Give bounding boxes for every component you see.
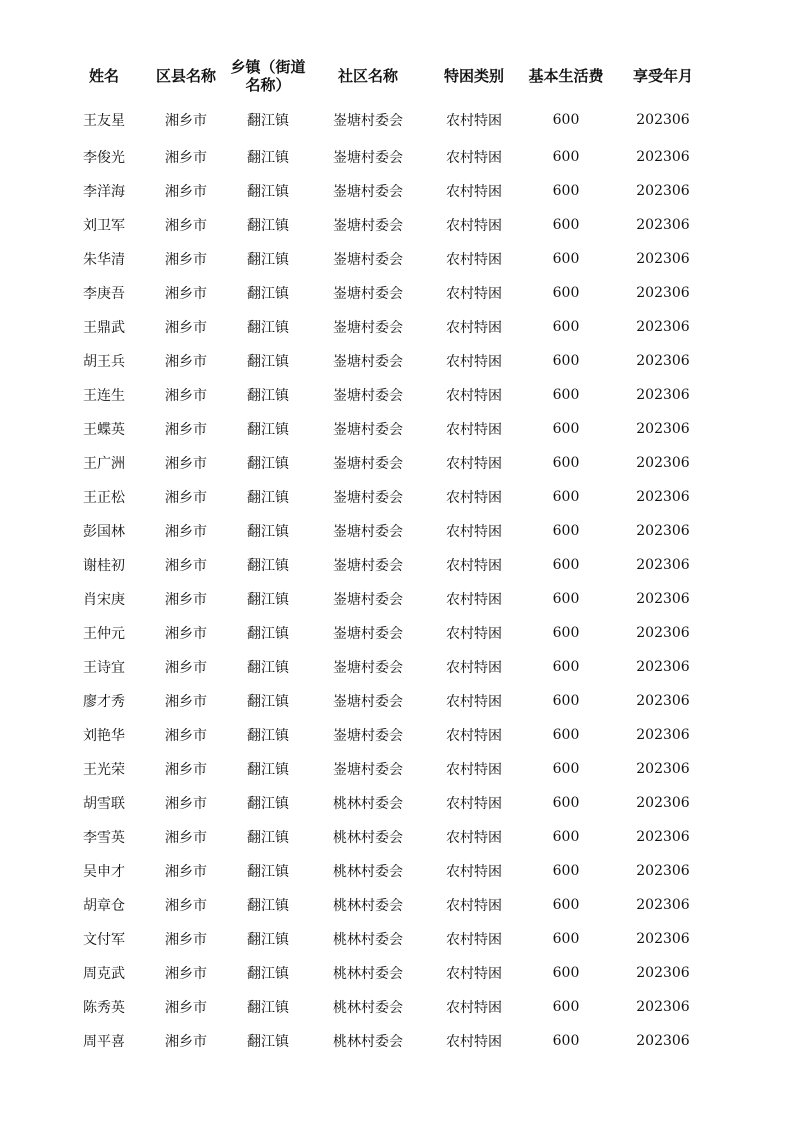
table-row bbox=[64, 514, 714, 548]
cell-type: 农村特困 bbox=[446, 966, 502, 982]
cell-county: 湘乡市 bbox=[165, 898, 207, 914]
table-row bbox=[64, 752, 714, 786]
cell-town: 翻江镇 bbox=[247, 660, 289, 676]
table-header bbox=[64, 52, 714, 100]
cell-month: 202306 bbox=[636, 557, 690, 573]
cell-county: 湘乡市 bbox=[165, 592, 207, 608]
cell-month: 202306 bbox=[636, 761, 690, 777]
table-row bbox=[64, 650, 714, 684]
cell-county: 湘乡市 bbox=[165, 354, 207, 370]
cell-town: 翻江镇 bbox=[247, 1034, 289, 1050]
cell-county: 湘乡市 bbox=[165, 830, 207, 846]
cell-name: 王蝶英 bbox=[83, 422, 125, 438]
cell-county: 湘乡市 bbox=[165, 660, 207, 676]
cell-town: 翻江镇 bbox=[247, 150, 289, 166]
cell-county: 湘乡市 bbox=[165, 728, 207, 744]
cell-community: 崟塘村委会 bbox=[333, 524, 403, 540]
table-row bbox=[64, 242, 714, 276]
cell-county: 湘乡市 bbox=[165, 150, 207, 166]
table-row bbox=[64, 990, 714, 1024]
cell-name: 陈秀英 bbox=[83, 1000, 125, 1016]
cell-type: 农村特困 bbox=[446, 113, 502, 129]
cell-name: 谢桂初 bbox=[83, 558, 125, 574]
cell-fee: 600 bbox=[552, 149, 580, 165]
cell-type: 农村特困 bbox=[446, 660, 502, 676]
cell-county: 湘乡市 bbox=[165, 320, 207, 336]
cell-county: 湘乡市 bbox=[165, 762, 207, 778]
recipient-table bbox=[64, 52, 714, 1058]
cell-month: 202306 bbox=[636, 965, 690, 981]
cell-county: 湘乡市 bbox=[165, 388, 207, 404]
cell-community: 崟塘村委会 bbox=[333, 558, 403, 574]
cell-county: 湘乡市 bbox=[165, 966, 207, 982]
cell-community: 桃林村委会 bbox=[333, 1000, 403, 1016]
cell-community: 崟塘村委会 bbox=[333, 286, 403, 302]
cell-type: 农村特困 bbox=[446, 388, 502, 404]
cell-fee: 600 bbox=[552, 285, 580, 301]
cell-county: 湘乡市 bbox=[165, 524, 207, 540]
cell-name: 王光荣 bbox=[83, 762, 125, 778]
table-row bbox=[64, 378, 714, 412]
cell-month: 202306 bbox=[636, 863, 690, 879]
cell-fee: 600 bbox=[552, 112, 580, 128]
cell-month: 202306 bbox=[636, 999, 690, 1015]
cell-community: 桃林村委会 bbox=[333, 898, 403, 914]
cell-month: 202306 bbox=[636, 319, 690, 335]
header-fee: 基本生活费 bbox=[528, 67, 604, 85]
cell-name: 肖宋庚 bbox=[83, 592, 125, 608]
cell-community: 崟塘村委会 bbox=[333, 762, 403, 778]
cell-community: 桃林村委会 bbox=[333, 796, 403, 812]
cell-county: 湘乡市 bbox=[165, 456, 207, 472]
cell-town: 翻江镇 bbox=[247, 762, 289, 778]
cell-community: 崟塘村委会 bbox=[333, 592, 403, 608]
cell-fee: 600 bbox=[552, 795, 580, 811]
table-row bbox=[64, 140, 714, 174]
cell-county: 湘乡市 bbox=[165, 932, 207, 948]
cell-town: 翻江镇 bbox=[247, 626, 289, 642]
cell-town: 翻江镇 bbox=[247, 1000, 289, 1016]
cell-town: 翻江镇 bbox=[247, 728, 289, 744]
table-row bbox=[64, 174, 714, 208]
cell-fee: 600 bbox=[552, 319, 580, 335]
cell-community: 崟塘村委会 bbox=[333, 184, 403, 200]
cell-type: 农村特困 bbox=[446, 252, 502, 268]
table-row bbox=[64, 956, 714, 990]
cell-type: 农村特困 bbox=[446, 728, 502, 744]
cell-town: 翻江镇 bbox=[247, 320, 289, 336]
cell-town: 翻江镇 bbox=[247, 113, 289, 129]
table-row bbox=[64, 820, 714, 854]
cell-month: 202306 bbox=[636, 251, 690, 267]
cell-town: 翻江镇 bbox=[247, 864, 289, 880]
cell-community: 崟塘村委会 bbox=[333, 490, 403, 506]
cell-community: 崟塘村委会 bbox=[333, 694, 403, 710]
cell-fee: 600 bbox=[552, 727, 580, 743]
cell-fee: 600 bbox=[552, 931, 580, 947]
cell-type: 农村特困 bbox=[446, 558, 502, 574]
table-row bbox=[64, 786, 714, 820]
cell-name: 刘艳华 bbox=[83, 728, 125, 744]
cell-county: 湘乡市 bbox=[165, 1034, 207, 1050]
cell-county: 湘乡市 bbox=[165, 422, 207, 438]
cell-town: 翻江镇 bbox=[247, 898, 289, 914]
cell-type: 农村特困 bbox=[446, 864, 502, 880]
cell-type: 农村特困 bbox=[446, 1034, 502, 1050]
cell-fee: 600 bbox=[552, 557, 580, 573]
cell-month: 202306 bbox=[636, 795, 690, 811]
cell-county: 湘乡市 bbox=[165, 626, 207, 642]
cell-town: 翻江镇 bbox=[247, 796, 289, 812]
cell-fee: 600 bbox=[552, 353, 580, 369]
cell-type: 农村特困 bbox=[446, 286, 502, 302]
cell-community: 崟塘村委会 bbox=[333, 626, 403, 642]
cell-fee: 600 bbox=[552, 761, 580, 777]
cell-community: 崟塘村委会 bbox=[333, 388, 403, 404]
cell-month: 202306 bbox=[636, 523, 690, 539]
cell-fee: 600 bbox=[552, 829, 580, 845]
cell-month: 202306 bbox=[636, 659, 690, 675]
cell-town: 翻江镇 bbox=[247, 932, 289, 948]
cell-community: 崟塘村委会 bbox=[333, 252, 403, 268]
cell-county: 湘乡市 bbox=[165, 558, 207, 574]
cell-type: 农村特困 bbox=[446, 422, 502, 438]
cell-name: 刘卫军 bbox=[83, 218, 125, 234]
cell-month: 202306 bbox=[636, 489, 690, 505]
cell-name: 周克武 bbox=[83, 966, 125, 982]
cell-town: 翻江镇 bbox=[247, 456, 289, 472]
cell-community: 崟塘村委会 bbox=[333, 218, 403, 234]
header-town: 乡镇（街道名称） bbox=[230, 58, 306, 94]
cell-fee: 600 bbox=[552, 591, 580, 607]
cell-community: 崟塘村委会 bbox=[333, 354, 403, 370]
cell-fee: 600 bbox=[552, 999, 580, 1015]
cell-type: 农村特困 bbox=[446, 592, 502, 608]
table-row bbox=[64, 1024, 714, 1058]
cell-type: 农村特困 bbox=[446, 320, 502, 336]
table-row bbox=[64, 208, 714, 242]
cell-type: 农村特困 bbox=[446, 796, 502, 812]
cell-month: 202306 bbox=[636, 829, 690, 845]
cell-fee: 600 bbox=[552, 659, 580, 675]
cell-type: 农村特困 bbox=[446, 150, 502, 166]
cell-town: 翻江镇 bbox=[247, 286, 289, 302]
cell-name: 李洋海 bbox=[83, 184, 125, 200]
table-row bbox=[64, 888, 714, 922]
cell-name: 王连生 bbox=[83, 388, 125, 404]
cell-fee: 600 bbox=[552, 693, 580, 709]
cell-name: 李俊光 bbox=[83, 150, 125, 166]
cell-fee: 600 bbox=[552, 421, 580, 437]
cell-name: 朱华清 bbox=[83, 252, 125, 268]
cell-type: 农村特困 bbox=[446, 626, 502, 642]
table-row bbox=[64, 100, 714, 140]
cell-type: 农村特困 bbox=[446, 524, 502, 540]
cell-community: 桃林村委会 bbox=[333, 864, 403, 880]
cell-type: 农村特困 bbox=[446, 694, 502, 710]
cell-county: 湘乡市 bbox=[165, 490, 207, 506]
cell-month: 202306 bbox=[636, 591, 690, 607]
cell-type: 农村特困 bbox=[446, 1000, 502, 1016]
cell-month: 202306 bbox=[636, 625, 690, 641]
cell-town: 翻江镇 bbox=[247, 422, 289, 438]
cell-fee: 600 bbox=[552, 387, 580, 403]
cell-name: 王正松 bbox=[83, 490, 125, 506]
cell-name: 王友星 bbox=[83, 113, 125, 129]
cell-county: 湘乡市 bbox=[165, 252, 207, 268]
header-community: 社区名称 bbox=[337, 67, 398, 85]
cell-town: 翻江镇 bbox=[247, 252, 289, 268]
cell-town: 翻江镇 bbox=[247, 354, 289, 370]
header-name: 姓名 bbox=[88, 67, 119, 85]
cell-community: 崟塘村委会 bbox=[333, 422, 403, 438]
cell-town: 翻江镇 bbox=[247, 490, 289, 506]
cell-fee: 600 bbox=[552, 217, 580, 233]
header-type: 特困类别 bbox=[443, 67, 504, 85]
cell-month: 202306 bbox=[636, 1033, 690, 1049]
cell-fee: 600 bbox=[552, 523, 580, 539]
cell-town: 翻江镇 bbox=[247, 218, 289, 234]
cell-county: 湘乡市 bbox=[165, 218, 207, 234]
cell-type: 农村特困 bbox=[446, 490, 502, 506]
cell-type: 农村特困 bbox=[446, 456, 502, 472]
cell-type: 农村特困 bbox=[446, 830, 502, 846]
cell-fee: 600 bbox=[552, 897, 580, 913]
cell-community: 崟塘村委会 bbox=[333, 150, 403, 166]
cell-town: 翻江镇 bbox=[247, 694, 289, 710]
cell-town: 翻江镇 bbox=[247, 558, 289, 574]
cell-month: 202306 bbox=[636, 455, 690, 471]
cell-month: 202306 bbox=[636, 217, 690, 233]
cell-month: 202306 bbox=[636, 693, 690, 709]
cell-type: 农村特困 bbox=[446, 354, 502, 370]
cell-county: 湘乡市 bbox=[165, 864, 207, 880]
cell-type: 农村特困 bbox=[446, 898, 502, 914]
cell-fee: 600 bbox=[552, 625, 580, 641]
table-row bbox=[64, 344, 714, 378]
table-row bbox=[64, 684, 714, 718]
cell-type: 农村特困 bbox=[446, 932, 502, 948]
cell-name: 廖才秀 bbox=[83, 694, 125, 710]
table-row bbox=[64, 276, 714, 310]
cell-name: 吴申才 bbox=[83, 864, 125, 880]
cell-community: 桃林村委会 bbox=[333, 966, 403, 982]
cell-month: 202306 bbox=[636, 183, 690, 199]
cell-fee: 600 bbox=[552, 183, 580, 199]
table-row bbox=[64, 412, 714, 446]
table-row bbox=[64, 582, 714, 616]
cell-month: 202306 bbox=[636, 727, 690, 743]
header-month: 享受年月 bbox=[632, 67, 693, 85]
cell-community: 崟塘村委会 bbox=[333, 728, 403, 744]
cell-fee: 600 bbox=[552, 863, 580, 879]
cell-type: 农村特困 bbox=[446, 762, 502, 778]
table-row bbox=[64, 446, 714, 480]
table-row bbox=[64, 854, 714, 888]
cell-town: 翻江镇 bbox=[247, 592, 289, 608]
cell-town: 翻江镇 bbox=[247, 388, 289, 404]
cell-month: 202306 bbox=[636, 149, 690, 165]
header-county: 区县名称 bbox=[155, 67, 216, 85]
cell-community: 桃林村委会 bbox=[333, 932, 403, 948]
cell-name: 周平喜 bbox=[83, 1034, 125, 1050]
cell-fee: 600 bbox=[552, 489, 580, 505]
cell-community: 崟塘村委会 bbox=[333, 456, 403, 472]
cell-community: 桃林村委会 bbox=[333, 830, 403, 846]
cell-name: 王仲元 bbox=[83, 626, 125, 642]
table-row bbox=[64, 922, 714, 956]
table-body bbox=[64, 100, 714, 1058]
cell-community: 崟塘村委会 bbox=[333, 113, 403, 129]
table-row bbox=[64, 616, 714, 650]
cell-county: 湘乡市 bbox=[165, 113, 207, 129]
cell-name: 胡雪联 bbox=[83, 796, 125, 812]
cell-town: 翻江镇 bbox=[247, 966, 289, 982]
cell-name: 李庚吾 bbox=[83, 286, 125, 302]
cell-county: 湘乡市 bbox=[165, 796, 207, 812]
table-row bbox=[64, 548, 714, 582]
cell-community: 崟塘村委会 bbox=[333, 320, 403, 336]
cell-county: 湘乡市 bbox=[165, 1000, 207, 1016]
cell-community: 崟塘村委会 bbox=[333, 660, 403, 676]
cell-name: 李雪英 bbox=[83, 830, 125, 846]
cell-town: 翻江镇 bbox=[247, 524, 289, 540]
cell-name: 王广洲 bbox=[83, 456, 125, 472]
cell-name: 王鼎武 bbox=[83, 320, 125, 336]
cell-fee: 600 bbox=[552, 965, 580, 981]
cell-month: 202306 bbox=[636, 421, 690, 437]
cell-month: 202306 bbox=[636, 285, 690, 301]
cell-type: 农村特困 bbox=[446, 184, 502, 200]
cell-county: 湘乡市 bbox=[165, 184, 207, 200]
cell-name: 彭国林 bbox=[83, 524, 125, 540]
cell-month: 202306 bbox=[636, 931, 690, 947]
cell-fee: 600 bbox=[552, 455, 580, 471]
header-row bbox=[64, 52, 714, 100]
cell-month: 202306 bbox=[636, 353, 690, 369]
cell-type: 农村特困 bbox=[446, 218, 502, 234]
table-row bbox=[64, 718, 714, 752]
cell-county: 湘乡市 bbox=[165, 694, 207, 710]
cell-month: 202306 bbox=[636, 112, 690, 128]
cell-name: 胡王兵 bbox=[83, 354, 125, 370]
cell-month: 202306 bbox=[636, 897, 690, 913]
cell-county: 湘乡市 bbox=[165, 286, 207, 302]
cell-town: 翻江镇 bbox=[247, 830, 289, 846]
cell-name: 王诗宜 bbox=[83, 660, 125, 676]
cell-fee: 600 bbox=[552, 251, 580, 267]
cell-fee: 600 bbox=[552, 1033, 580, 1049]
cell-month: 202306 bbox=[636, 387, 690, 403]
cell-community: 桃林村委会 bbox=[333, 1034, 403, 1050]
cell-town: 翻江镇 bbox=[247, 184, 289, 200]
table-row bbox=[64, 310, 714, 344]
cell-name: 胡章仓 bbox=[83, 898, 125, 914]
cell-name: 文付军 bbox=[83, 932, 125, 948]
table-row bbox=[64, 480, 714, 514]
